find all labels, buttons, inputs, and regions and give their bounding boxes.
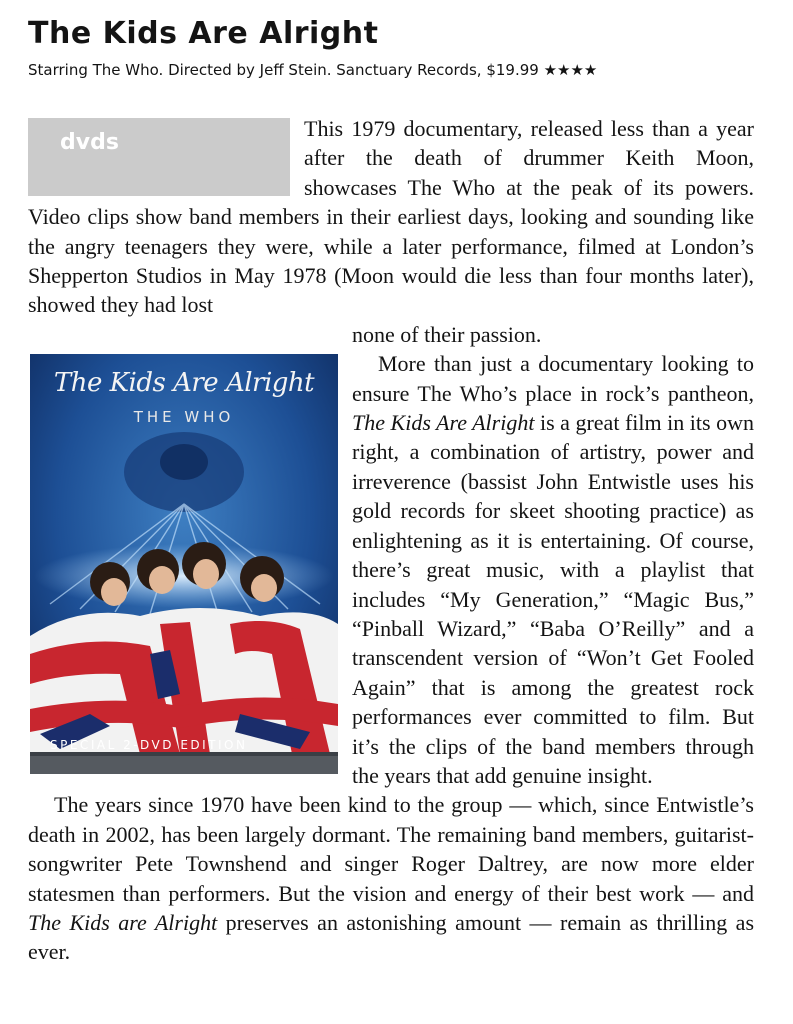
cover-title: The Kids Are Alright xyxy=(53,368,315,398)
paragraph-2-start: More than just a documentary looking to ensure The Who’s place in rock’s pantheon, xyxy=(352,351,754,406)
cover-edition-label: SPECIAL 2-DVD EDITION xyxy=(50,738,248,752)
section-label: dvds xyxy=(60,130,119,155)
paragraph-2-rest: is a great film in its own right, a combination of artistry, power and irreverence (bassist John Entwistle uses his gold records for skeet shooting practice) as enlightening as it is entertaining. Of course, there’s great music, with a playlist that includes “My Generation,” “Magic Bus,” “Pinball Wizard,” “Baba O’Reilly” and a transcendent version of “Won’t Get Fooled Again” that is among the greatest rock performances ever committed to film. But it’s the clips of the band members through the years that add genuine insight. xyxy=(352,410,755,788)
paragraph-3-start: The years since 1970 have been kind to the group — which, since Entwistle’s death in 2002, has been largely dormant. The remaining band members, guitarist-songwriter Pete Townshend and singer Roger Daltrey, are now more elder statesmen than performers. But the vision and energy of their best work — and xyxy=(28,792,754,906)
paragraph-1-text: This 1979 documentary, released less than a year after the death of drummer Keith Moon, showcases The Who at the peak of its powers. Video clips show band members in their earliest days, looking and sounding like the angry teenagers they were, while a later performance, filmed at London’s Shepperton Studios in May 1978 (Moon would die less than four months later), showed they had lost xyxy=(28,116,754,318)
paragraph-3 xyxy=(28,790,754,966)
cover-band-name: THE WHO xyxy=(133,408,235,426)
section-label-box xyxy=(28,118,290,196)
review-credits: Starring The Who. Directed by Jeff Stein. Sanctuary Records, $19.99 ★★★★ xyxy=(28,61,598,79)
paragraph-3-end: preserves an astonishing amount — remain as thrilling as ever. xyxy=(28,909,755,965)
review-title: The Kids Are Alright xyxy=(28,16,379,51)
film-title-reference-2: The Kids are Alright xyxy=(28,909,218,935)
paragraph-1-end-text: none of their passion. xyxy=(352,321,542,347)
dvd-cover-image xyxy=(30,354,338,774)
film-title-reference: The Kids Are Alright xyxy=(352,410,535,436)
